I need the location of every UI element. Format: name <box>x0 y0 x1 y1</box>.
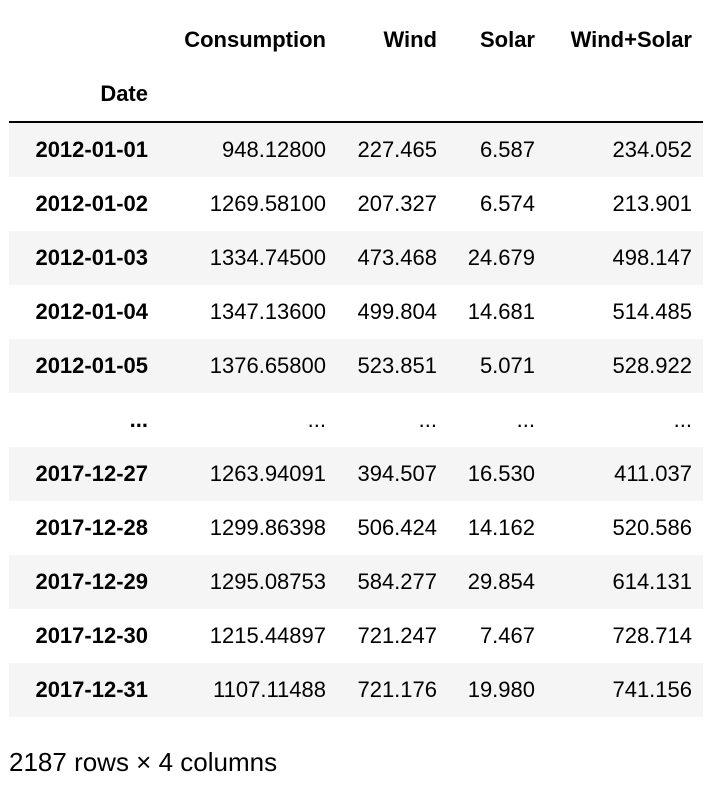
header-blank <box>337 67 448 122</box>
column-header-wind: Wind <box>383 27 437 52</box>
cell-solar: 29.854 <box>467 569 535 594</box>
cell-consumption: 1263.94091 <box>209 461 326 486</box>
row-index: 2012-01-04 <box>35 299 148 324</box>
cell-consumption: 1347.13600 <box>209 299 326 324</box>
row-index: 2017-12-28 <box>35 515 148 540</box>
cell-wind-solar: 520.586 <box>612 515 692 540</box>
cell-wind-solar: 213.901 <box>612 191 692 216</box>
row-index: 2012-01-02 <box>35 191 148 216</box>
row-index: ... <box>129 407 148 432</box>
dataframe-output <box>9 13 703 717</box>
table-row-ellipsis <box>9 393 703 447</box>
column-header-row <box>9 13 703 67</box>
cell-wind-solar: 234.052 <box>612 137 692 162</box>
cell-wind: 207.327 <box>357 191 437 216</box>
index-name: Date <box>9 67 159 122</box>
header-blank <box>448 67 546 122</box>
cell-solar: ... <box>516 407 535 432</box>
cell-wind-solar: 498.147 <box>612 245 692 270</box>
cell-wind: 473.468 <box>357 245 437 270</box>
cell-consumption: 1334.74500 <box>209 245 326 270</box>
cell-wind: 721.176 <box>357 677 437 702</box>
table-row <box>9 231 703 285</box>
header-blank <box>546 67 703 122</box>
table-row <box>9 663 703 717</box>
cell-solar: 7.467 <box>479 623 535 648</box>
column-header-consumption: Consumption <box>184 27 326 52</box>
cell-wind: 227.465 <box>357 137 437 162</box>
table-row <box>9 177 703 231</box>
table-row <box>9 555 703 609</box>
row-index: 2017-12-31 <box>35 677 148 702</box>
cell-consumption: 948.12800 <box>222 137 326 162</box>
cell-consumption: 1269.58100 <box>209 191 326 216</box>
header-blank <box>159 67 337 122</box>
cell-consumption: 1299.86398 <box>209 515 326 540</box>
cell-wind-solar: 528.922 <box>612 353 692 378</box>
cell-consumption: 1215.44897 <box>209 623 326 648</box>
table-row <box>9 501 703 555</box>
cell-solar: 16.530 <box>467 461 535 486</box>
cell-wind-solar: ... <box>673 407 692 432</box>
row-index: 2012-01-03 <box>35 245 148 270</box>
cell-solar: 24.679 <box>467 245 535 270</box>
index-header-row <box>9 67 703 122</box>
cell-solar: 6.574 <box>479 191 535 216</box>
row-index: 2017-12-27 <box>35 461 148 486</box>
cell-solar: 19.980 <box>467 677 535 702</box>
cell-consumption: 1295.08753 <box>209 569 326 594</box>
row-index: 2012-01-05 <box>35 353 148 378</box>
cell-wind-solar: 411.037 <box>614 461 692 486</box>
cell-wind: 506.424 <box>357 515 437 540</box>
cell-consumption: 1107.11488 <box>213 677 326 702</box>
dataframe-shape-text: 2187 rows × 4 columns <box>9 747 278 777</box>
cell-wind: 394.507 <box>357 461 437 486</box>
cell-wind: 523.851 <box>357 353 437 378</box>
cell-consumption: 1376.65800 <box>209 353 326 378</box>
cell-solar: 5.071 <box>479 353 535 378</box>
cell-solar: 14.681 <box>467 299 535 324</box>
cell-consumption: ... <box>307 407 326 432</box>
row-index: 2012-01-01 <box>35 137 148 162</box>
cell-wind: 499.804 <box>357 299 437 324</box>
table-row <box>9 339 703 393</box>
table-row <box>9 609 703 663</box>
cell-wind: ... <box>418 407 437 432</box>
cell-wind: 584.277 <box>357 569 437 594</box>
cell-solar: 6.587 <box>479 137 535 162</box>
dataframe-table <box>9 13 703 717</box>
cell-wind-solar: 514.485 <box>612 299 692 324</box>
table-row <box>9 447 703 501</box>
row-index: 2017-12-29 <box>35 569 148 594</box>
row-index: 2017-12-30 <box>35 623 148 648</box>
table-row <box>9 122 703 177</box>
header-blank <box>9 13 159 67</box>
cell-solar: 14.162 <box>467 515 535 540</box>
cell-wind-solar: 614.131 <box>612 569 692 594</box>
column-header-wind-solar: Wind+Solar <box>570 27 692 52</box>
cell-wind-solar: 741.156 <box>612 677 692 702</box>
table-row <box>9 285 703 339</box>
cell-wind: 721.247 <box>357 623 437 648</box>
cell-wind-solar: 728.714 <box>612 623 692 648</box>
column-header-solar: Solar <box>479 27 535 52</box>
